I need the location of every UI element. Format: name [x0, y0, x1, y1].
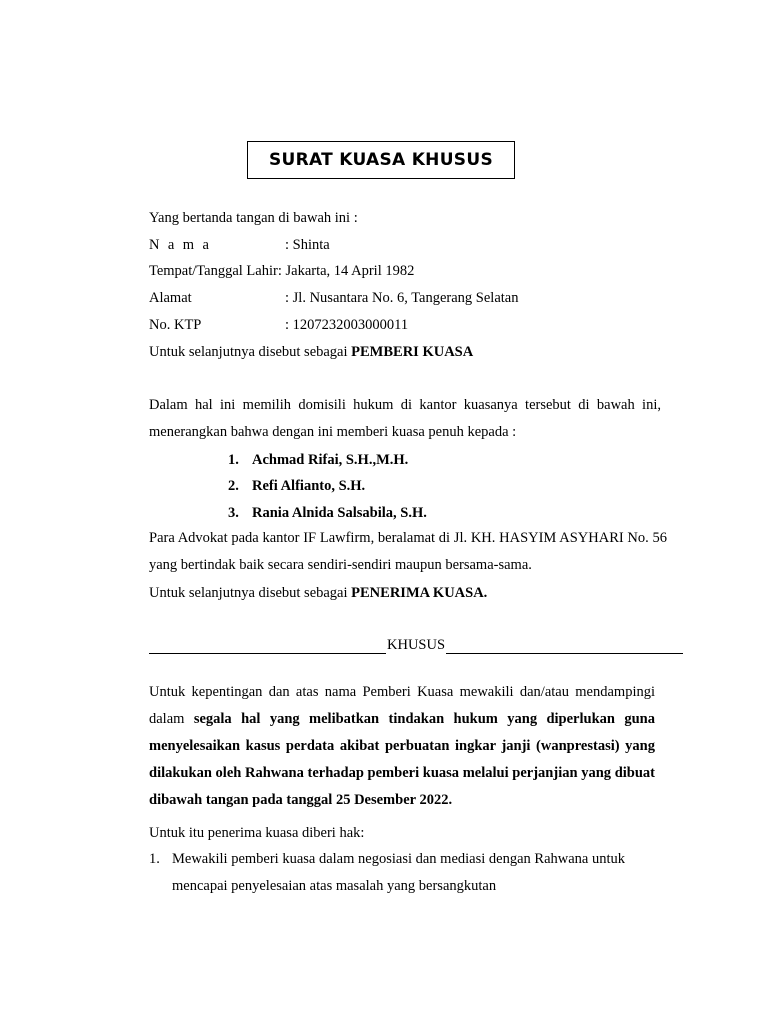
grantor-birth-value: Jakarta, 14 April 1982: [281, 263, 415, 279]
grantor-ktp-label: No. KTP: [149, 317, 202, 333]
attorney-name: Achmad Rifai, S.H.,M.H.: [252, 452, 409, 468]
grantor-referred-row: [149, 343, 473, 361]
purpose-bold: segala hal yang melibatkan tindakan hukum yang diperlukan guna menyelesaikan kasus perdata akibat perbuatan ingkar janji (wanprestasi) yang dilakukan oleh Rahwana terhadap pemberi kuasa melalui perjanjian yang dibuat dibawah tangan pada tanggal 25 Desember 2022.: [149, 711, 655, 808]
khusus-heading-row: [149, 634, 683, 654]
receiver-referred-row: [149, 584, 487, 602]
grantor-ktp-value: : 1207232003000011: [285, 317, 409, 333]
rights-text: Mewakili pemberi kuasa dalam negosiasi dan mediasi dengan Rahwana untuk mencapai penyelesaian atas masalah yang bersangkutan: [172, 851, 625, 894]
grantor-birth-label: Tempat/Tanggal Lahir:: [149, 263, 282, 279]
khusus-heading: KHUSUS: [387, 637, 446, 653]
grantor-birth-row: [149, 262, 414, 280]
grantor-address-label: Alamat: [149, 290, 192, 306]
grantor-ktp-row: [149, 316, 408, 334]
khusus-left-rule: [149, 637, 386, 654]
attorney-name: Rania Alnida Salsabila, S.H.: [252, 505, 427, 521]
khusus-right-rule: [446, 637, 683, 654]
purpose-prefix: Untuk kepentingan dan atas nama Pemberi Kuasa mewakili dan/atau mendampingi dalam: [149, 684, 655, 727]
rights-number: 1.: [149, 851, 160, 867]
grantor-address-row: [149, 289, 518, 307]
grantor-referred-prefix: Untuk selanjutnya disebut sebagai: [149, 344, 352, 360]
attorney-item: [228, 451, 408, 469]
purpose-paragraph: [149, 679, 655, 814]
attorney-number: 3.: [228, 505, 239, 521]
attorney-item: [228, 477, 365, 495]
attorney-item: [228, 504, 427, 522]
document-title: SURAT KUASA KHUSUS: [247, 141, 515, 179]
grantor-name-label: N a m a: [149, 237, 212, 253]
receiver-referred-prefix: Untuk selanjutnya disebut sebagai: [149, 585, 352, 601]
firm-paragraph: Para Advokat pada kantor IF Lawfirm, beralamat di Jl. KH. HASYIM ASYHARI No. 56 yang bertindak baik secara sendiri-sendiri maupun bersama-sama.: [149, 530, 667, 573]
grantor-referred-bold: PEMBERI KUASA: [351, 344, 474, 360]
grantor-name-row: [149, 236, 330, 254]
attorney-number: 1.: [228, 452, 239, 468]
domicile-paragraph: Dalam hal ini memilih domisili hukum di kantor kuasanya tersebut di bawah ini, menerangkan bahwa dengan ini memberi kuasa penuh kepada :: [149, 397, 661, 440]
attorney-name: Refi Alfianto, S.H.: [252, 478, 366, 494]
receiver-referred-bold: PENERIMA KUASA.: [351, 585, 488, 601]
attorney-number: 2.: [228, 478, 239, 494]
grantor-address-value: : Jl. Nusantara No. 6, Tangerang Selatan: [285, 290, 519, 306]
rights-item: [149, 846, 669, 900]
intro-text: Yang bertanda tangan di bawah ini :: [149, 210, 358, 226]
rights-intro: Untuk itu penerima kuasa diberi hak:: [149, 825, 365, 841]
grantor-name-value: : Shinta: [285, 237, 330, 253]
